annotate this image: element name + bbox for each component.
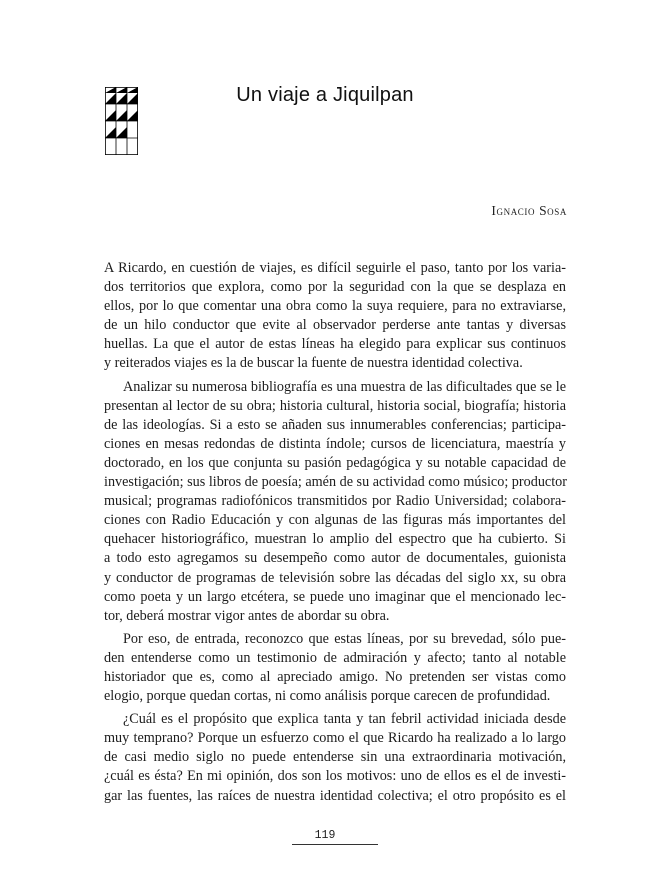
text-line: ciones en mesas redondas de distinta índole; cursos de licenciatura, maestría y [104, 435, 566, 452]
text-line: de casi medio siglo no puede entenderse sin una extraordinaria motivación, [104, 749, 566, 766]
text-line: a todo esto agregamos su desempeño como autor de documentales, guionista [104, 550, 566, 567]
text-line: ciones con Radio Educación y con algunas de las figuras más importantes del [104, 512, 566, 529]
text-line: quehacer historiográfico, muestran lo amplio del espectro que ha cubierto. Si [104, 531, 566, 548]
text-line: de un hilo conductor que evite al observador perderse ante tantas y diversas [104, 317, 566, 334]
text-line: Analizar su numerosa bibliografía es una muestra de las dificultades que se le [123, 378, 566, 395]
text-line: musical; programas radiofónicos transmitidos por Radio Universidad; colabora- [104, 493, 566, 510]
author-name: Ignacio Sosa [491, 203, 567, 218]
text-line: historiador que es, como al apreciado amigo. No pretenden ser vistas como [104, 668, 566, 685]
text-line: como poeta y un largo etcétera, se puede uno imaginar que el mencionado lec- [104, 588, 566, 605]
text-line: dos territorios que explora, como por la seguridad con la que se desplaza en [104, 279, 566, 296]
text-line: gar las fuentes, las raíces de nuestra identidad colectiva; el otro propósito es el [104, 787, 566, 804]
footer-rule [292, 844, 378, 845]
text-line: investigación; sus libros de poesía; amén de su actividad como músico; productor [104, 474, 567, 491]
text-line: tor, deberá mostrar vigor antes de abordar su obra. [104, 607, 390, 624]
text-line: ¿cuál es ésta? En mi opinión, dos son los motivos: uno de ellos es el de investi- [104, 768, 566, 785]
text-line: elogio, porque quedan cortas, ni como análisis porque carecen de profundidad. [104, 688, 551, 705]
page-title: Un viaje a Jiquilpan [236, 84, 414, 106]
text-line: y reiterados viajes es la de buscar la fuente de nuestra identidad colectiva. [104, 355, 523, 372]
text-line: doctorado, en los que conjunta su pasión pedagógica y su notable capacidad de [104, 454, 566, 471]
text-line: A Ricardo, en cuestión de viajes, es difícil seguirle el paso, tanto por los varia- [104, 260, 566, 276]
text-line: Por eso, de entrada, reconozco que estas líneas, por su brevedad, sólo pue- [123, 630, 566, 647]
text-line: huellas. La que el autor de estas líneas ha elegido para explicar sus continuos [104, 336, 566, 353]
text-line: presentan al lector de su obra; historia cultural, historia social, biografía; historia [104, 397, 566, 414]
text-line: den entenderse como un testimonio de admiración y afecto; tanto al notable [104, 649, 566, 666]
text-line: muy temprano? Porque un esfuerzo como el que Ricardo ha realizado a lo largo [104, 730, 566, 747]
page-number: 119 [314, 829, 336, 842]
body-text [104, 259, 566, 806]
text-line: de las ideologías. Si a esto se añaden sus innumerables conferencias; participa- [104, 416, 566, 433]
text-line: ¿Cuál es el propósito que explica tanta y tan febril actividad iniciada desde [123, 711, 566, 728]
text-line: y conductor de programas de televisión sobre las décadas del siglo xx, su obra [104, 569, 566, 586]
text-line: ellos, por lo que comentar una obra como la suya requiere, para no extraviarse, [104, 298, 566, 315]
